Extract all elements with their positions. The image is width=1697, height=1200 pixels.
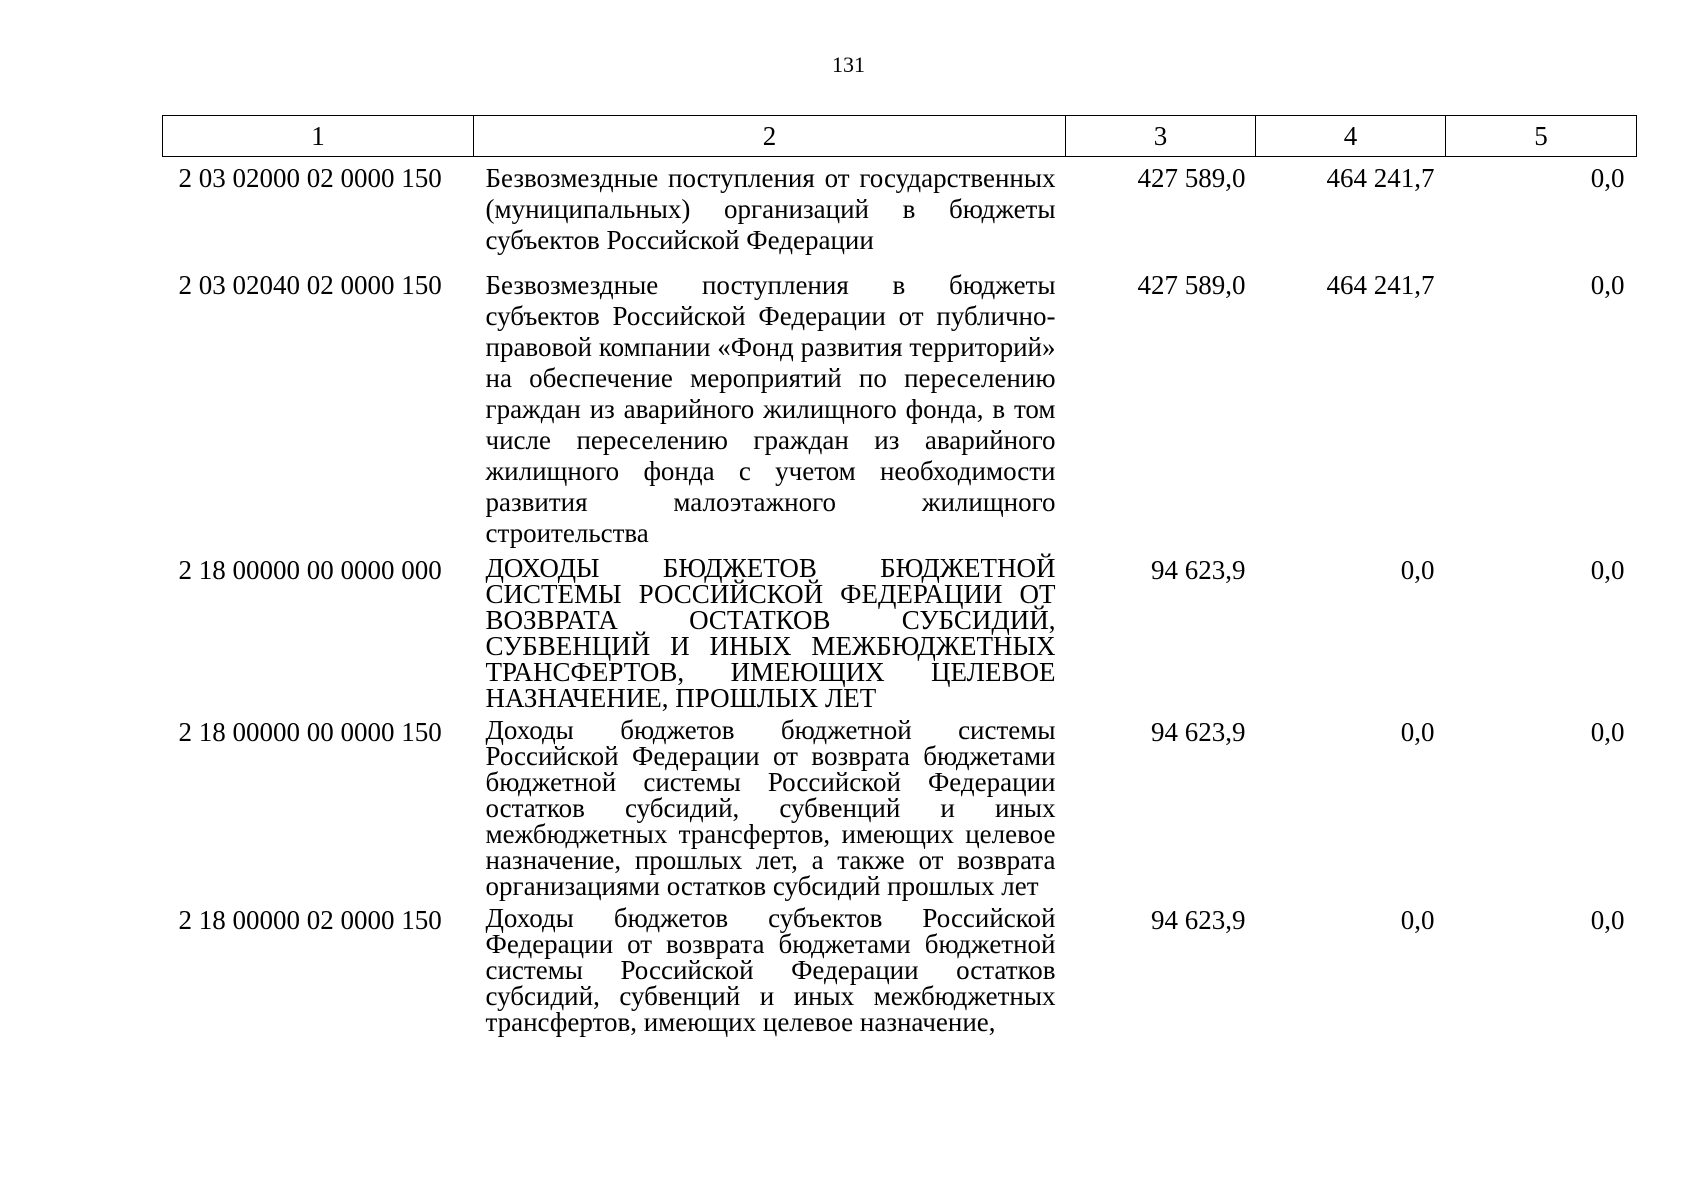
column-header-4: 4 xyxy=(1256,116,1446,157)
budget-code: 2 03 02000 02 0000 150 xyxy=(178,163,442,193)
value-col3: 94 623,9 xyxy=(1151,717,1246,747)
revenue-name: Безвозмездные поступления в бюджеты субъектов Российской Федерации от публично-правовой компании «Фонд развития территорий» на обеспечение мероприятий по переселению граждан из аварийного жилищного фонда, в том числе переселению граждан из аварийного жилищного фонда с учетом необходимости развития малоэтажного жилищного строительства xyxy=(485,270,1056,548)
table-row xyxy=(163,711,1637,899)
value-col4: 0,0 xyxy=(1400,717,1435,747)
table-row xyxy=(163,264,1637,549)
table-row xyxy=(163,899,1637,1035)
page-number: 131 xyxy=(832,52,865,77)
value-col4: 0,0 xyxy=(1400,905,1435,935)
column-header-2: 2 xyxy=(474,116,1066,157)
value-col3: 427 589,0 xyxy=(1137,163,1246,193)
value-col5: 0,0 xyxy=(1590,270,1625,300)
revenue-name: Доходы бюджетов субъектов Российской Федерации от возврата бюджетами бюджетной системы Российской Федерации остатков субсидий, субвенций и иных межбюджетных трансфертов, имеющих целевое назначение, xyxy=(485,903,1056,1037)
budget-code: 2 18 00000 00 0000 000 xyxy=(178,555,442,585)
column-header-1: 1 xyxy=(163,116,474,157)
revenue-name: ДОХОДЫ БЮДЖЕТОВ БЮДЖЕТНОЙ СИСТЕМЫ РОССИЙСКОЙ ФЕДЕРАЦИИ ОТ ВОЗВРАТА ОСТАТКОВ СУБСИДИЙ, СУБВЕНЦИЙ И ИНЫХ МЕЖБЮДЖЕТНЫХ ТРАНСФЕРТОВ, ИМЕЮЩИХ ЦЕЛЕВОЕ НАЗНАЧЕНИЕ, ПРОШЛЫХ ЛЕТ xyxy=(485,553,1056,713)
budget-code: 2 03 02040 02 0000 150 xyxy=(178,270,442,300)
value-col3: 94 623,9 xyxy=(1151,555,1246,585)
value-col5: 0,0 xyxy=(1590,905,1625,935)
column-header-3: 3 xyxy=(1066,116,1256,157)
value-col5: 0,0 xyxy=(1590,717,1625,747)
budget-code: 2 18 00000 00 0000 150 xyxy=(178,717,442,747)
budget-revenue-table xyxy=(162,115,1637,1035)
table-row xyxy=(163,157,1637,265)
value-col5: 0,0 xyxy=(1590,163,1625,193)
value-col3: 94 623,9 xyxy=(1151,905,1246,935)
column-header-5: 5 xyxy=(1446,116,1637,157)
value-col4: 464 241,7 xyxy=(1326,163,1435,193)
value-col3: 427 589,0 xyxy=(1137,270,1246,300)
revenue-name: Безвозмездные поступления от государственных (муниципальных) организаций в бюджеты субъектов Российской Федерации xyxy=(485,163,1056,255)
value-col4: 464 241,7 xyxy=(1326,270,1435,300)
value-col4: 0,0 xyxy=(1400,555,1435,585)
revenue-name: Доходы бюджетов бюджетной системы Российской Федерации от возврата бюджетами бюджетной системы Российской Федерации остатков субсидий, субвенций и иных межбюджетных трансфертов, имеющих целевое назначение, прошлых лет, а также от возврата организациями остатков субсидий прошлых лет xyxy=(485,715,1056,901)
value-col5: 0,0 xyxy=(1590,555,1625,585)
budget-code: 2 18 00000 02 0000 150 xyxy=(178,905,442,935)
table-header-row xyxy=(163,116,1637,157)
table-row xyxy=(163,549,1637,711)
